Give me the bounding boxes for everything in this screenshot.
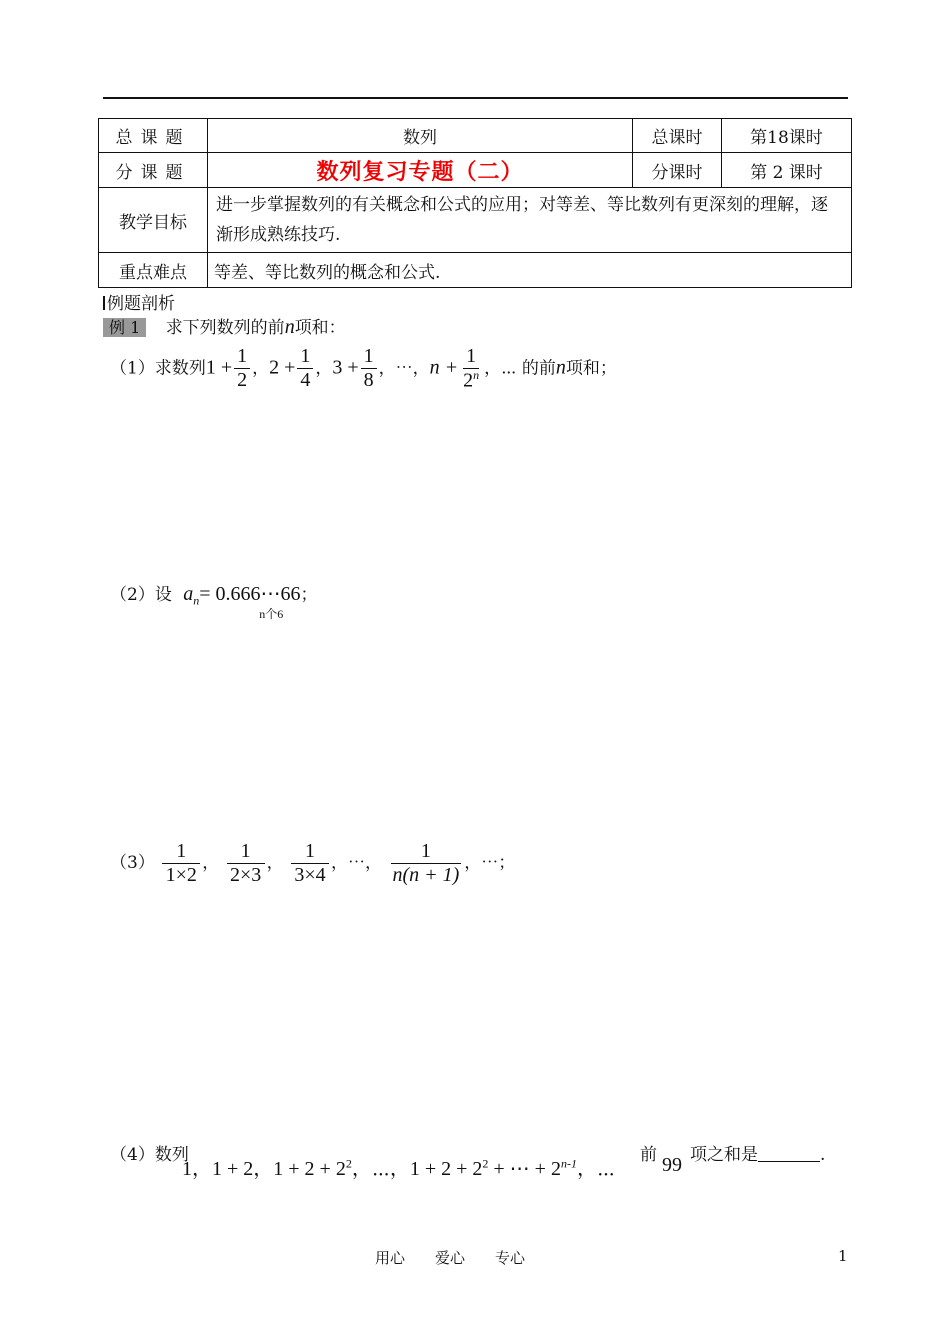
p1-tail-var: n xyxy=(555,356,566,379)
problem-1-num: （1） xyxy=(110,358,155,379)
sub-hours-value: 第 2 课时 xyxy=(722,153,852,188)
lesson-info-table xyxy=(98,118,852,288)
p3-frac-n: $\frac{1}{n(n + 1)}$ xyxy=(392,840,460,886)
p2-expression: = 0.666⋯66 n个6 xyxy=(199,583,301,621)
example-prompt-after: 项和： xyxy=(294,318,346,338)
p2-a: a xyxy=(183,583,194,605)
p2-end: ； xyxy=(300,585,318,605)
problem-2-num: （2） xyxy=(110,585,155,605)
sub-hours-label: 分课时 xyxy=(633,153,722,188)
page-number: 1 xyxy=(838,1247,848,1265)
p1-frac-n: $\frac{1}{2^n}$ xyxy=(463,345,480,392)
section-bar xyxy=(103,296,105,310)
p4-front: 前 xyxy=(640,1145,657,1165)
section-title-text: 例题剖析 xyxy=(107,294,175,314)
p3-frac-3: $\frac{1}{3\times 4}$ xyxy=(291,840,329,887)
key-points-label: 重点难点 xyxy=(99,253,208,288)
p4-sequence: 1，1 + 2，$1 + 2 + 2^2$，⋯，$1 + 2 + 2^2$ + ⋯ + $2^{n-1}$，⋯ xyxy=(182,1156,615,1180)
example-1-prompt xyxy=(103,313,346,339)
p1-frac-2: $\frac{1}{4}$ xyxy=(297,345,313,392)
problem-4-lead: 数列 xyxy=(154,1145,189,1165)
p3-ellipsis: ，⋯， xyxy=(331,853,383,873)
example-prompt-before: 求下列数列的前 xyxy=(165,318,285,338)
p1-tail-before: ，⋯ 的前 xyxy=(484,358,556,379)
p4-count: 99 xyxy=(662,1154,682,1176)
example-var-n: n xyxy=(284,316,295,338)
goal-content: 进一步掌握数列的有关概念和公式的应用；对等差、等比数列有更深刻的理解，逐渐形成熟练技巧. xyxy=(208,188,852,253)
problem-3-num: （3） xyxy=(110,853,155,873)
answer-blank[interactable] xyxy=(758,1145,820,1162)
total-hours-label: 总课时 xyxy=(633,119,722,153)
problem-4 xyxy=(110,1140,189,1165)
p1-ellipsis: ，⋯， xyxy=(378,358,430,379)
problem-4-num: （4） xyxy=(110,1145,155,1165)
total-hours-value: 第18课时 xyxy=(722,119,852,153)
problem-3: （3） $\frac{1}{1\times 2}$ ， $\frac{1}{2\times 3}$ ， $\frac{1}{3\times 4}$ ，⋯， $\frac{1}{n(n + 1)}$ ，⋯； xyxy=(110,840,516,886)
p4-tail: 项之和是 . xyxy=(690,1145,826,1165)
p1-frac-1: $\frac{1}{2}$ xyxy=(234,345,250,392)
p2-sub: n xyxy=(193,593,200,608)
p3-frac-2: $\frac{1}{2\times 3}$ xyxy=(227,840,265,887)
p1-term-3: 3 + xyxy=(332,356,359,379)
problem-1-lead: 求数列 xyxy=(154,358,206,379)
section-title xyxy=(103,289,175,314)
p3-tail: ，⋯； xyxy=(464,853,516,873)
problem-1: （1）求数列1 + $\frac{1}{2}$ ，2 + $\frac{1}{4}$ ，3 + $\frac{1}{8}$ ，⋯，n + $\frac{1}{2^n}$ ，⋯ 的前n项和； xyxy=(110,345,617,392)
problem-2-lead: 设 xyxy=(154,585,172,605)
p1-term-1: 1 + xyxy=(205,356,233,379)
p1-term-n: n + xyxy=(429,356,459,379)
p1-term-2: 2 + xyxy=(269,356,296,379)
example-label: 例 1 xyxy=(103,318,146,337)
p3-frac-1: $\frac{1}{1\times 2}$ xyxy=(162,840,200,887)
p1-tail-after: 项和； xyxy=(565,358,617,379)
footer-motto: 用心 爱心 专心 xyxy=(375,1249,526,1267)
key-points-content: 等差、等比数列的概念和公式. xyxy=(208,253,852,288)
sub-topic-label: 分课题 xyxy=(99,153,208,188)
header-rule xyxy=(103,97,848,99)
sub-topic-title: 数列复习专题（二） xyxy=(208,153,633,188)
goal-label: 教学目标 xyxy=(99,188,208,253)
total-topic-label: 总课题 xyxy=(99,119,208,153)
p1-frac-3: $\frac{1}{8}$ xyxy=(361,345,377,392)
problem-2 xyxy=(110,580,318,621)
p2-under-label: n个6 xyxy=(259,607,284,621)
total-topic-value: 数列 xyxy=(208,119,633,153)
